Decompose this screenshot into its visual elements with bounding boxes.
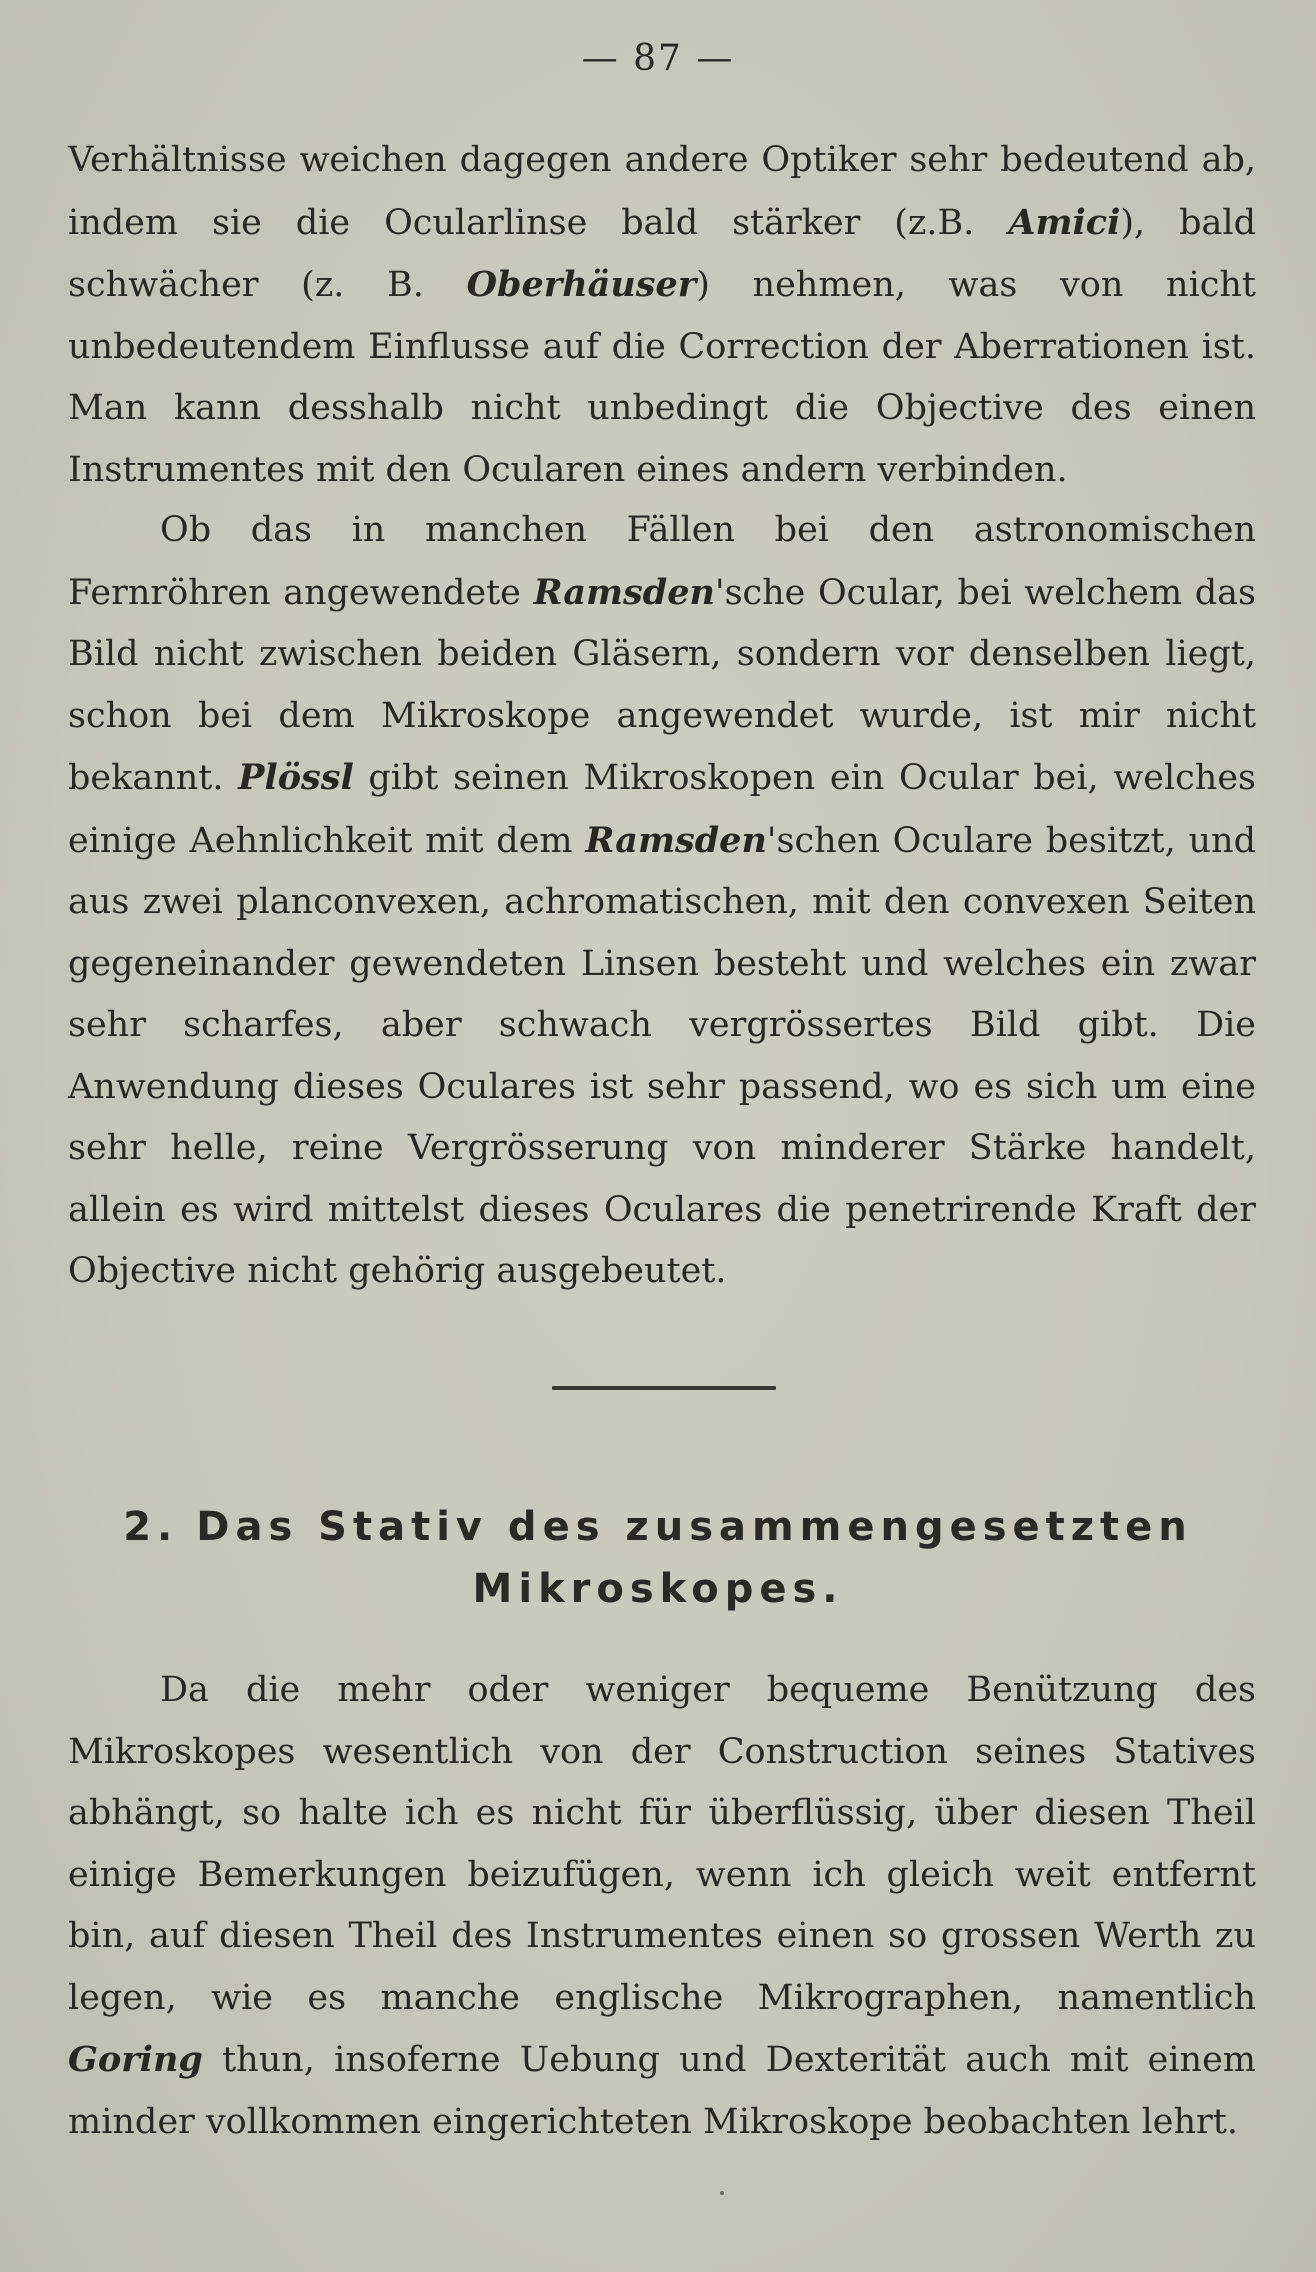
name-oberhaeuser: Oberhäuser [466,264,697,305]
paragraph-text: Verhältnisse weichen dagegen andere Optiker sehr bedeutend ab, indem sie die Ocularlinse bald stärker (z.B. [68,140,1256,243]
section-heading [100,1496,1216,1620]
paragraph-text: 'schen Oculare besitzt, und aus zwei planconvexen, achromatischen, mit den convexen Seiten gegeneinander gewendeten Linsen besteht und welches ein zwar sehr scharfes, aber schwach vergrössertes Bild gibt. Die Anwendung dieses Oculares ist sehr passend, wo es sich um eine sehr helle, reine Vergrösserung von minderer Stärke handelt, allein es wird mittelst dieses Oculares die penetrirende Kraft der Objective nicht gehörig ausgebeutet. [68,820,1256,1291]
paragraph-text: Ob das in manchen Fällen bei den astronomischen Fernröhren angewendete [68,510,1256,613]
section-divider [552,1386,776,1390]
section-heading-line1 [100,1496,1216,1558]
name-amici: Amici [1008,201,1121,243]
name-goring: Goring [68,2039,203,2080]
paper-speck [720,2191,724,2195]
section-heading-line2: Mikroskopes. [472,1566,844,1612]
paragraph-text: ) nehmen, was von nicht unbedeutendem Einflusse auf die Correction der Aberrationen ist. Man kann desshalb nicht unbedingt die Objective des einen Instrumentes mit den Ocularen eines andern verbinden. [68,265,1256,490]
paragraph-text: Da die mehr oder weniger bequeme Benützung des Mikroskopes wesentlich von der Construction seines Statives abhängt, so halte ich es nicht für überflüssig, über diesen Theil einige Bemerkungen beizufügen, wenn ich gleich weit entfernt bin, auf diesen Theil des Instrumentes einen so grossen Werth zu legen, wie es manche englische Mikrographen, namentlich [68,1670,1256,2018]
name-ramsden: Ramsden [585,819,767,861]
section-title: Das Stativ des zusammengesetzten [196,1504,1193,1550]
section-number: 2. [123,1504,179,1550]
name-ploessl: Plössl [238,757,354,798]
name-ramsden: Ramsden [533,571,715,613]
paragraph-stativ [68,1660,1256,2153]
paragraph-text: thun, insoferne Uebung und Dexterität auch mit einem minder vollkommen eingerichteten Mikroskope beobachten lehrt. [68,2040,1256,2142]
paragraph-text: 'sche Ocular, bei welchem das Bild nicht zwischen beiden Gläsern, sondern vor denselben liegt, schon bei dem Mikroskope angewendet wurde, ist mir nicht bekannt. [68,572,1256,798]
paragraph-text: ), bald schwächer (z. B. [68,202,1257,305]
paragraph-ramsden-ocular [68,500,1256,1303]
page-number: — 87 — [581,38,735,79]
paragraph-optics-continuation [68,130,1256,501]
paragraph-text: gibt seinen Mikroskopen ein Ocular bei, welches einige Aehnlichkeit mit dem [68,758,1256,861]
